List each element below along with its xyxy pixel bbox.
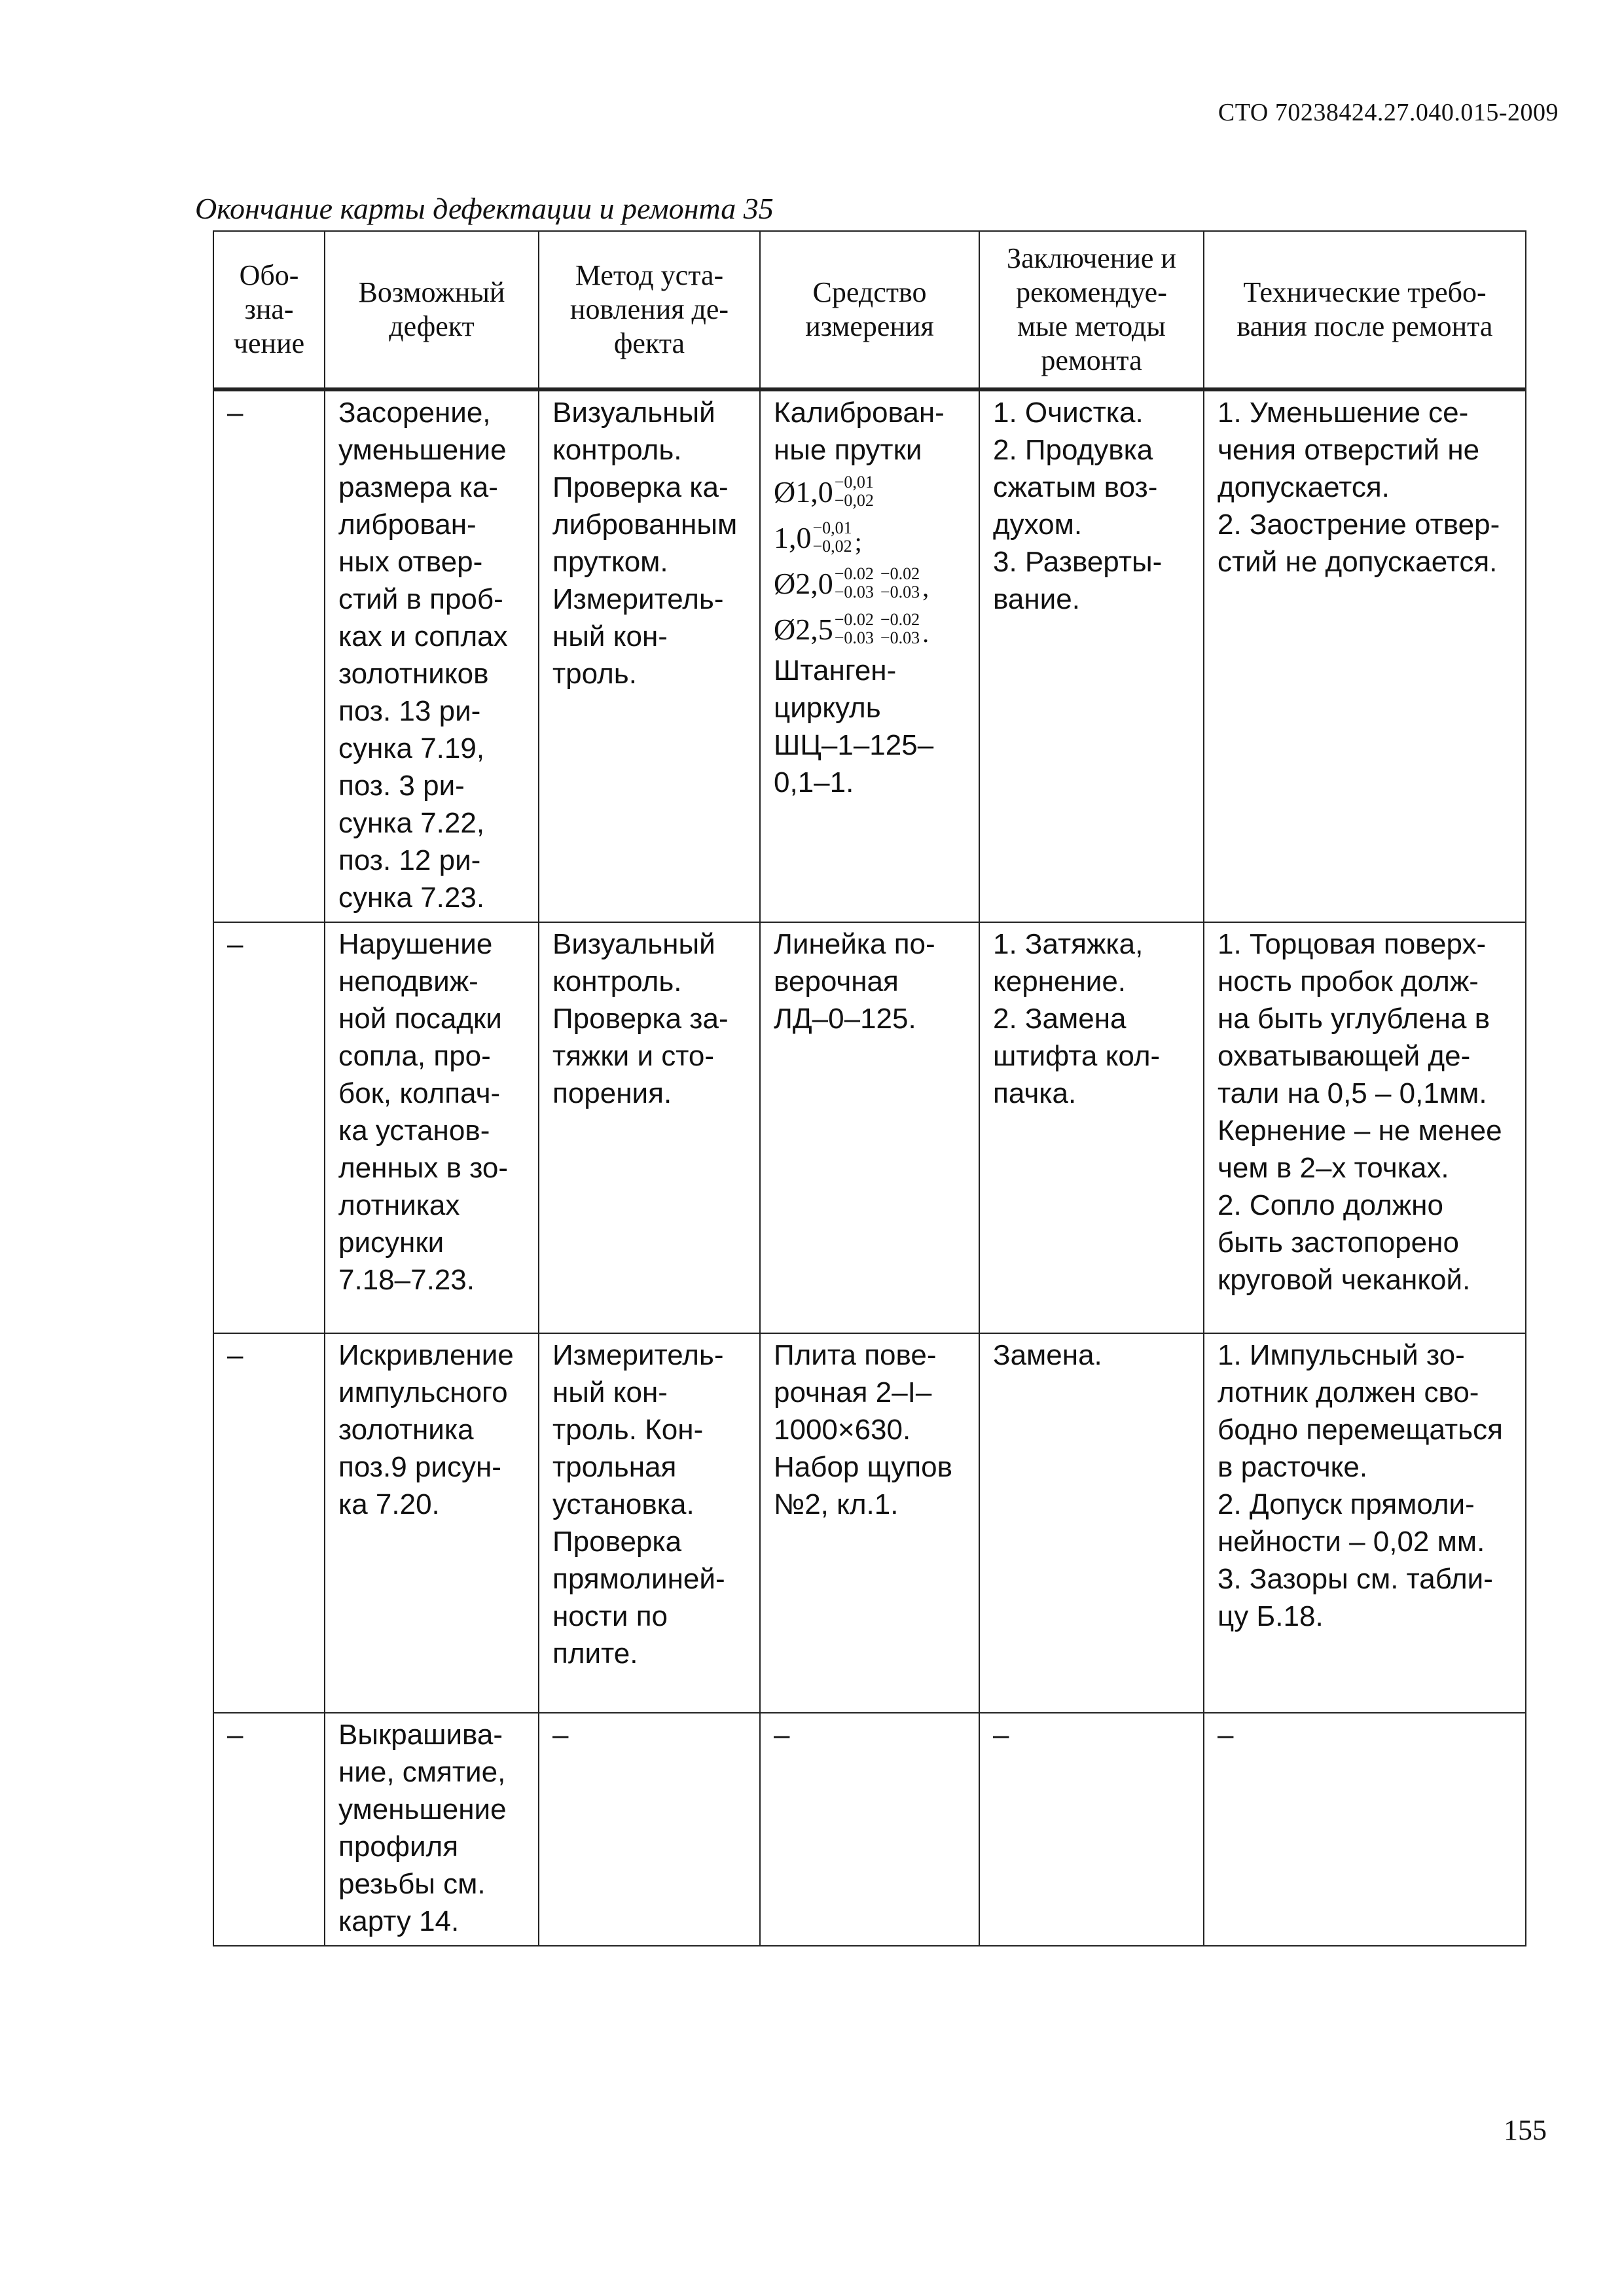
cell-line: Измеритель-: [552, 583, 724, 615]
cell-method: [539, 922, 760, 1333]
cell-line: чем в 2–х точках.: [1218, 1152, 1449, 1184]
cell-line: цу Б.18.: [1218, 1600, 1324, 1632]
cell-defect: [325, 1333, 539, 1713]
cell-line: золотника: [338, 1414, 474, 1446]
cell-line: сопла, про-: [338, 1040, 491, 1072]
cell-line: сунка 7.19,: [338, 732, 485, 764]
cell-line: Засорение,: [338, 397, 491, 429]
cell-instrument: [760, 389, 979, 922]
page-number: 155: [1504, 2114, 1547, 2146]
tolerance-base: Ø2,5: [774, 612, 833, 646]
cell-line: уменьшение: [338, 1793, 507, 1825]
cell-line: Штанген-: [774, 655, 897, 687]
cell-line: Нарушение: [338, 928, 493, 960]
cell-line: Линейка по-: [774, 928, 935, 960]
cell-instrument: [760, 1333, 979, 1713]
cell-line: 2. Сопло должно: [1218, 1189, 1443, 1221]
cell-line: золотников: [338, 658, 489, 690]
header-defect: [325, 231, 539, 389]
upper-deviation: −0,01: [834, 473, 874, 492]
cell-requirements: [1204, 389, 1526, 922]
cell-line: круговой чеканкой.: [1218, 1264, 1471, 1296]
tolerance-deviation-stack: [880, 611, 920, 647]
document-code: СТО 70238424.27.040.015-2009: [1218, 99, 1559, 126]
header-line: фекта: [613, 327, 685, 359]
cell-line: контроль.: [552, 434, 682, 466]
tolerance-deviation-stack: [835, 611, 874, 647]
tolerance-dimension: [774, 514, 971, 560]
cell-line: Проверка ка-: [552, 471, 729, 503]
cell-line: верочная: [774, 965, 899, 997]
cell-method: [539, 1713, 760, 1946]
cell-line: 1. Затяжка,: [993, 928, 1144, 960]
cell-line: резьбы см.: [338, 1868, 486, 1900]
table-row: [213, 1333, 1526, 1713]
cell-line: троль. Кон-: [552, 1414, 704, 1446]
cell-line: циркуль: [774, 692, 881, 724]
cell-line: в расточке.: [1218, 1451, 1368, 1483]
table-caption: Окончание карты дефектации и ремонта 35: [195, 192, 774, 225]
cell-line: сунка 7.22,: [338, 807, 485, 839]
cell-line: Калиброван-: [774, 397, 945, 429]
table-row: [213, 389, 1526, 922]
cell-line: порения.: [552, 1077, 672, 1109]
cell-line: стий не допускается.: [1218, 546, 1498, 578]
cell-line: рисунки: [338, 1227, 444, 1259]
cell-defect: [325, 389, 539, 922]
header-line: Технические требо-: [1243, 276, 1487, 308]
header-line: измерения: [805, 310, 934, 342]
cell-requirements: [1204, 922, 1526, 1333]
cell-conclusion: [979, 1713, 1204, 1946]
header-line: чение: [233, 327, 305, 359]
cell-line: ной посадки: [338, 1003, 502, 1035]
cell-line: прямолиней-: [552, 1563, 725, 1595]
cell-line: установка.: [552, 1488, 695, 1520]
cell-line: на быть углублена в: [1218, 1003, 1490, 1035]
cell-line: поз. 3 ри-: [338, 770, 465, 802]
cell-line: стий в проб-: [338, 583, 503, 615]
cell-line: сжатым воз-: [993, 471, 1158, 503]
cell-line: ленных в зо-: [338, 1152, 508, 1184]
cell-line: тали на 0,5 – 0,1мм.: [1218, 1077, 1487, 1109]
cell-line: 3. Зазоры см. табли-: [1218, 1563, 1493, 1595]
cell-line: ный кон-: [552, 620, 668, 653]
cell-line: 1000×630.: [774, 1414, 911, 1446]
cell-line: контроль.: [552, 965, 682, 997]
cell-line: нейности – 0,02 мм.: [1218, 1526, 1485, 1558]
header-designation: [213, 231, 325, 389]
cell-line: Выкрашива-: [338, 1719, 503, 1751]
upper-deviation: −0.02: [880, 610, 920, 629]
table-row: [213, 1713, 1526, 1946]
cell-line: лотниках: [338, 1189, 460, 1221]
cell-line: чения отверстий не: [1218, 434, 1480, 466]
lower-deviation: −0.03: [834, 583, 874, 601]
cell-designation: –: [213, 922, 325, 1333]
cell-line: 2. Замена: [993, 1003, 1127, 1035]
tolerance-base: Ø2,0: [774, 566, 833, 600]
cell-conclusion: [979, 389, 1204, 922]
cell-line: сунка 7.23.: [338, 882, 485, 914]
header-conclusion: [979, 231, 1204, 389]
lower-deviation: −0,02: [834, 491, 874, 510]
header-requirements: [1204, 231, 1526, 389]
cell-line: №2, кл.1.: [774, 1488, 899, 1520]
header-line: Обо-: [239, 259, 299, 291]
cell-line: поз. 12 ри-: [338, 844, 481, 876]
cell-line: Кернение – не менее: [1218, 1115, 1502, 1147]
cell-line: плите.: [552, 1638, 638, 1670]
cell-line: троль.: [552, 658, 637, 690]
cell-line: духом.: [993, 509, 1083, 541]
table-row: [213, 922, 1526, 1333]
cell-line: Измеритель-: [552, 1339, 724, 1371]
tolerance-base: Ø1,0: [774, 475, 833, 509]
lower-deviation: −0.03: [834, 628, 874, 647]
cell-line: Проверка: [552, 1526, 682, 1558]
cell-line: пачка.: [993, 1077, 1077, 1109]
tolerance-deviation-stack: [813, 519, 852, 556]
cell-line: Проверка за-: [552, 1003, 729, 1035]
cell-line: лотник должен сво-: [1218, 1376, 1479, 1408]
cell-line: ка 7.20.: [338, 1488, 440, 1520]
cell-line: Визуальный: [552, 928, 715, 960]
cell-designation: –: [213, 1713, 325, 1946]
cell-line: Набор щупов: [774, 1451, 952, 1483]
cell-line: 1. Уменьшение се-: [1218, 397, 1469, 429]
cell-line: либрованным: [552, 509, 738, 541]
tolerance-dimension: [774, 606, 971, 652]
cell-line: 1. Импульсный зо-: [1218, 1339, 1465, 1371]
cell-line: бодно перемещаться: [1218, 1414, 1503, 1446]
cell-line: ка установ-: [338, 1115, 490, 1147]
cell-method: [539, 1333, 760, 1713]
cell-line: уменьшение: [338, 434, 507, 466]
header-line: Метод уста-: [575, 259, 724, 291]
cell-line: –: [993, 1719, 1009, 1751]
cell-line: ный кон-: [552, 1376, 668, 1408]
cell-line: размера ка-: [338, 471, 498, 503]
cell-line: 2. Заострение отвер-: [1218, 509, 1500, 541]
header-line: зна-: [244, 293, 294, 325]
table-header-row: [213, 231, 1526, 389]
cell-line: прутком.: [552, 546, 668, 578]
cell-line: допускается.: [1218, 471, 1390, 503]
cell-line: 1. Торцовая поверх-: [1218, 928, 1487, 960]
cell-line: тяжки и сто-: [552, 1040, 715, 1072]
cell-line: штифта кол-: [993, 1040, 1161, 1072]
cell-requirements: [1204, 1333, 1526, 1713]
tolerance-deviation-stack: [835, 473, 874, 510]
cell-line: импульсного: [338, 1376, 508, 1408]
cell-line: –: [774, 1719, 790, 1751]
cell-line: рочная 2–I–: [774, 1376, 932, 1408]
tolerance-dimension: [774, 560, 971, 606]
cell-line: карту 14.: [338, 1905, 460, 1937]
cell-designation: –: [213, 1333, 325, 1713]
tolerance-list: [774, 469, 971, 652]
upper-deviation: −0.02: [834, 564, 874, 583]
upper-deviation: −0,01: [812, 518, 852, 537]
cell-line: кернение.: [993, 965, 1127, 997]
cell-line: –: [1218, 1719, 1234, 1751]
lower-deviation: −0.03: [880, 583, 920, 601]
header-line: рекомендуе-: [1016, 276, 1167, 308]
cell-line: Визуальный: [552, 397, 715, 429]
cell-conclusion: [979, 922, 1204, 1333]
cell-line: 0,1–1.: [774, 766, 854, 798]
header-instrument: [760, 231, 979, 389]
cell-line: ШЦ–1–125–: [774, 729, 934, 761]
cell-line: либрован-: [338, 509, 477, 541]
tolerance-separator: ;: [854, 527, 862, 556]
cell-method: [539, 389, 760, 922]
header-line: Средство: [812, 276, 927, 308]
cell-line: Искривление: [338, 1339, 514, 1371]
upper-deviation: −0.02: [880, 564, 920, 583]
header-line: ремонта: [1041, 344, 1142, 376]
cell-line: ность пробок долж-: [1218, 965, 1479, 997]
cell-line: ках и соплах: [338, 620, 508, 653]
cell-line: ности по: [552, 1600, 668, 1632]
tolerance-deviation-stack: [880, 565, 920, 601]
header-line: Заключение и: [1007, 242, 1176, 274]
cell-instrument: [760, 1713, 979, 1946]
cell-conclusion: [979, 1333, 1204, 1713]
cell-line: ЛД–0–125.: [774, 1003, 916, 1035]
cell-line: –: [552, 1719, 569, 1751]
cell-line: ные прутки: [774, 434, 922, 466]
cell-line: ние, смятие,: [338, 1756, 506, 1788]
cell-line: бок, колпач-: [338, 1077, 501, 1109]
header-method: [539, 231, 760, 389]
lower-deviation: −0.03: [880, 628, 920, 647]
header-line: дефект: [389, 310, 475, 342]
tolerance-dimension: [774, 469, 971, 514]
cell-line: охватывающей де-: [1218, 1040, 1471, 1072]
cell-line: 2. Продувка: [993, 434, 1153, 466]
cell-defect: [325, 922, 539, 1333]
header-line: новления де-: [569, 293, 729, 325]
cell-requirements: [1204, 1713, 1526, 1946]
header-line: вания после ремонта: [1236, 310, 1493, 342]
tolerance-separator: .: [922, 619, 929, 648]
cell-line: поз.9 рисун-: [338, 1451, 501, 1483]
cell-line: Замена.: [993, 1339, 1102, 1371]
cell-line: 3. Разверты-: [993, 546, 1163, 578]
tolerance-separator: ,: [922, 573, 929, 602]
instrument-text-before: [774, 394, 971, 469]
cell-line: ных отвер-: [338, 546, 483, 578]
cell-instrument: [760, 922, 979, 1333]
instrument-text-after: [774, 652, 971, 801]
tolerance-deviation-stack: [835, 565, 874, 601]
cell-line: профиля: [338, 1831, 459, 1863]
cell-line: 7.18–7.23.: [338, 1264, 475, 1296]
cell-line: трольная: [552, 1451, 677, 1483]
cell-designation: –: [213, 389, 325, 922]
cell-line: поз. 13 ри-: [338, 695, 481, 727]
cell-line: быть застопорено: [1218, 1227, 1459, 1259]
cell-defect: [325, 1713, 539, 1946]
cell-line: вание.: [993, 583, 1080, 615]
tolerance-base: 1,0: [774, 520, 812, 554]
cell-line: 1. Очистка.: [993, 397, 1144, 429]
header-line: мые методы: [1017, 310, 1166, 342]
upper-deviation: −0.02: [834, 610, 874, 629]
cell-line: неподвиж-: [338, 965, 478, 997]
lower-deviation: −0,02: [812, 537, 852, 556]
cell-line: Плита пове-: [774, 1339, 937, 1371]
header-line: Возможный: [358, 276, 505, 308]
cell-line: 2. Допуск прямоли-: [1218, 1488, 1475, 1520]
defect-repair-table: [213, 230, 1526, 1946]
